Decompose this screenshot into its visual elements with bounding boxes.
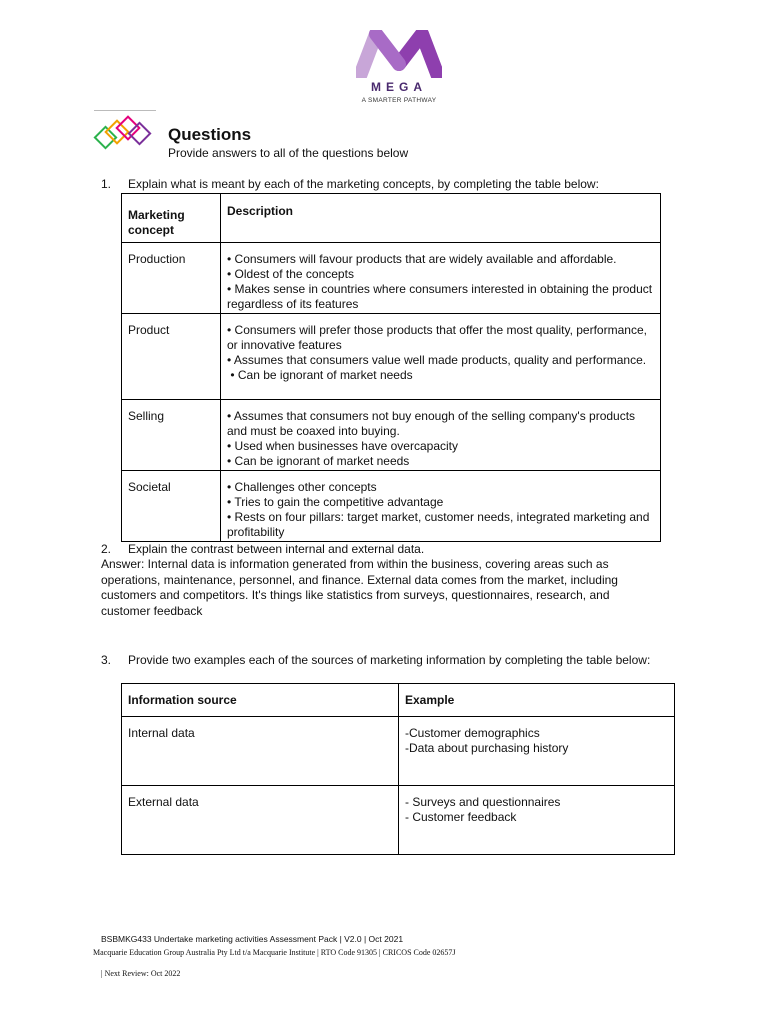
mega-logo — [356, 30, 442, 78]
example-line: - Surveys and questionnaires — [405, 795, 561, 809]
table-header-row — [122, 684, 675, 717]
description-cell — [221, 471, 661, 542]
description-line: • Can be ignorant of market needs — [227, 368, 413, 382]
description-line: • Oldest of the concepts — [227, 267, 354, 281]
concept-cell: Production — [122, 243, 221, 314]
diamonds-icon — [92, 112, 158, 156]
example-cell — [399, 717, 675, 786]
brand-tagline: A SMARTER PATHWAY — [361, 97, 437, 104]
question-1-number: 1. — [101, 177, 112, 191]
question-3-text: Provide two examples each of the sources of marketing information by completing the table below: — [128, 653, 651, 667]
section-rule — [94, 110, 156, 111]
header-description: Description — [221, 194, 661, 243]
description-line: • Challenges other concepts — [227, 480, 377, 494]
header-marketing-concept: Marketing concept — [122, 194, 221, 243]
table-row — [122, 717, 675, 786]
brand-name: MEGA — [371, 80, 427, 94]
concept-cell: Product — [122, 314, 221, 400]
marketing-concepts-table — [121, 193, 661, 542]
question-2-answer: Answer: Internal data is information generated from within the business, covering areas such as operations, maintenance, personnel, and finance. External data comes from the market, including customers and competitors. It's things like statistics from surveys, questionnaires, research, and customer feedback — [101, 557, 618, 618]
description-line: • Assumes that consumers not buy enough of the selling company's products and must be coaxed into buying. — [227, 409, 636, 438]
question-1-text: Explain what is meant by each of the marketing concepts, by completing the table below: — [128, 177, 599, 191]
description-line: • Makes sense in countries where consumers interested in obtaining the product regardless of its features — [227, 282, 653, 311]
concept-cell: Societal — [122, 471, 221, 542]
footer-institute-line: Macquarie Education Group Australia Pty Ltd t/a Macquarie Institute | RTO Code 91305 | CRICOS Code 02657J — [93, 948, 456, 957]
header-information-source: Information source — [122, 684, 399, 717]
description-line: • Can be ignorant of market needs — [227, 454, 410, 468]
section-subtitle: Provide answers to all of the questions below — [168, 146, 409, 160]
concept-cell: Selling — [122, 400, 221, 471]
example-line: -Data about purchasing history — [405, 741, 569, 755]
table-row — [122, 471, 661, 542]
description-line: • Assumes that consumers value well made products, quality and performance. — [227, 353, 647, 367]
question-2-number: 2. — [101, 542, 112, 556]
source-cell: External data — [122, 786, 399, 855]
example-line: - Customer feedback — [405, 810, 517, 824]
description-line: • Tries to gain the competitive advantage — [227, 495, 444, 509]
source-cell: Internal data — [122, 717, 399, 786]
description-cell — [221, 314, 661, 400]
table-row — [122, 243, 661, 314]
header-example: Example — [399, 684, 675, 717]
section-title: Questions — [168, 125, 252, 144]
question-3-number: 3. — [101, 653, 112, 667]
information-sources-table — [121, 683, 675, 855]
table-row — [122, 314, 661, 400]
description-cell — [221, 400, 661, 471]
table-row — [122, 786, 675, 855]
question-2-text: Explain the contrast between internal and external data. — [128, 542, 425, 556]
description-line: • Consumers will favour products that are widely available and affordable. — [227, 252, 617, 266]
description-line: • Rests on four pillars: target market, customer needs, integrated marketing and profitability — [227, 510, 650, 539]
table-row — [122, 400, 661, 471]
footer-review-line: | Next Review: Oct 2022 — [101, 969, 181, 978]
description-cell — [221, 243, 661, 314]
table-header-row — [122, 194, 661, 243]
description-line: • Used when businesses have overcapacity — [227, 439, 458, 453]
description-line: • Consumers will prefer those products that offer the most quality, performance, or innovative features — [227, 323, 647, 352]
example-cell — [399, 786, 675, 855]
footer-course-line: BSBMKG433 Undertake marketing activities Assessment Pack | V2.0 | Oct 2021 — [101, 934, 404, 944]
example-line: -Customer demographics — [405, 726, 540, 740]
